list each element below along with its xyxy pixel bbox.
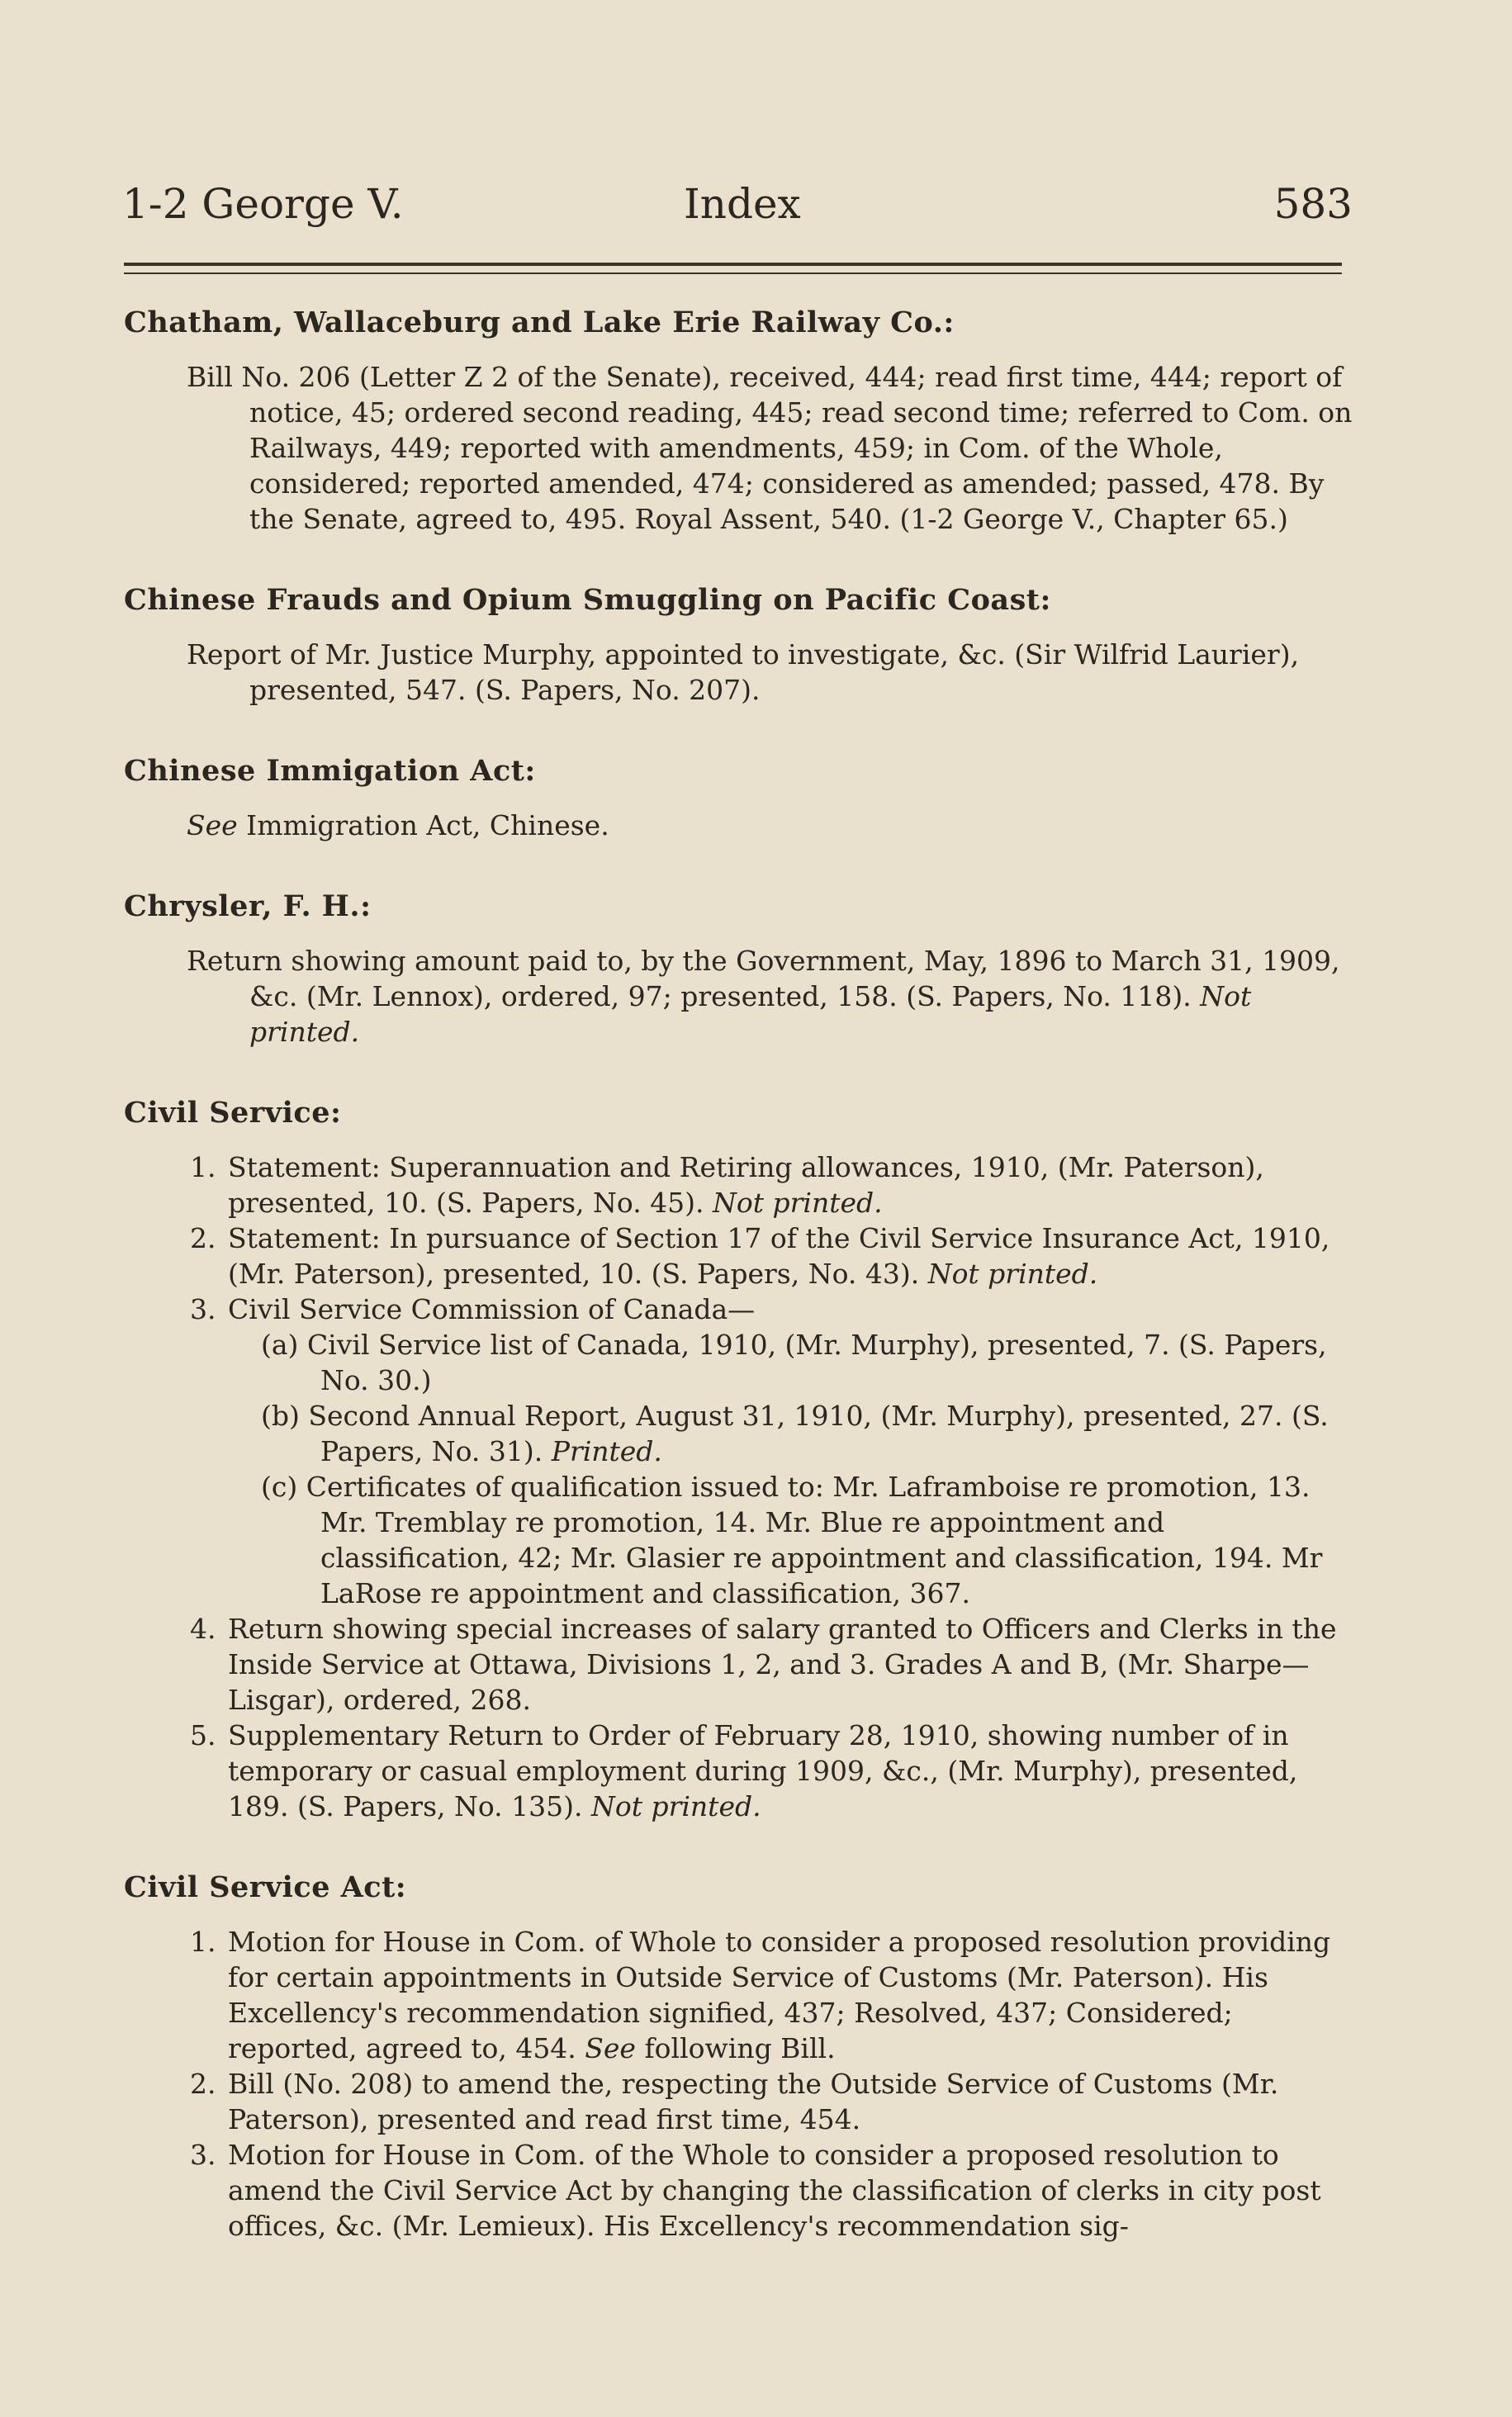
entry-heading: Chrysler, F. H.: bbox=[124, 889, 372, 923]
sub-item: (b) Second Annual Report, August 31, 1910, (Mr. Murphy), presented, 27. (S. Papers, No. 31). Printed. bbox=[261, 1400, 1329, 1467]
sub-item: (a) Civil Service list of Canada, 1910, (Mr. Murphy), presented, 7. (S. Papers, No. 30.) bbox=[261, 1329, 1327, 1396]
index-entry bbox=[124, 583, 1354, 708]
sub-list bbox=[228, 1327, 1354, 1611]
list-item: 4. Return showing special increases of salary granted to Officers and Clerks in the Inside Service at Ottawa, Divisions 1, 2, and 3. Grades A and B, (Mr. Sharpe—Lisgar), ordered, 268. bbox=[190, 1613, 1337, 1716]
header-rule-thick bbox=[124, 263, 1342, 266]
entry-heading: Civil Service Act: bbox=[124, 1870, 407, 1904]
header-regnal-year: 1-2 George V. bbox=[122, 180, 404, 228]
index-entry bbox=[124, 1870, 1354, 2244]
page-number: 583 bbox=[1273, 180, 1353, 228]
entry-heading: Civil Service: bbox=[124, 1096, 342, 1130]
index-content bbox=[124, 306, 1354, 2290]
index-entry bbox=[124, 754, 1354, 843]
header-title: Index bbox=[684, 180, 801, 228]
entry-list bbox=[190, 1924, 1354, 2244]
list-item: 5. Supplementary Return to Order of February 28, 1910, showing number of in temporary or casual employment during 1909, &c., (Mr. Murphy), presented, 189. (S. Papers, No. 135). Not printed. bbox=[190, 1719, 1298, 1822]
entry-heading: Chinese Frauds and Opium Smuggling on Pacific Coast: bbox=[124, 583, 1051, 617]
list-item: 3. Civil Service Commission of Canada— (a) Civil Service list of Canada, 1910, (Mr. Murphy), presented, 7. (S. Papers, No. 30.) (b) Second Annual Report, August 31, 1910, (Mr. Murphy), presented, 27. (S. Papers, No. 31). Printed. (c) Certificates of qualification issued to: Mr. Laframboise re promotion, 13. Mr. Tremblay re promotion, 14. Mr. Blue re appointment and classification, 42; Mr. Glasier re appointment and classification, 194. Mr LaRose re appointment and classification, 367. bbox=[190, 1291, 1354, 1611]
sub-item: (c) Certificates of qualification issued to: Mr. Laframboise re promotion, 13. Mr. Tremblay re promotion, 14. Mr. Blue re appointment and classification, 42; Mr. Glasier re appointment and classification, 194. Mr LaRose re appointment and classification, 367. bbox=[261, 1471, 1323, 1609]
entry-text: Bill No. 206 (Letter Z 2 of the Senate), received, 444; read first time, 444; report of notice, 45; ordered second reading, 445; read second time; referred to Com. on Railways, 449; reported with amendments, 459; in Com. of the Whole, considered; reported amended, 474; considered as amended; passed, 478. By the Senate, agreed to, 495. Royal Assent, 540. (1-2 George V., Chapter 65.) bbox=[187, 361, 1353, 535]
list-item: 3. Motion for House in Com. of the Whole to consider a proposed resolution to amend the Civil Service Act by changing the classification of clerks in city post offices, &c. (Mr. Lemieux). His Excellency's recommendation sig- bbox=[190, 2139, 1321, 2242]
list-item: 1. Motion for House in Com. of Whole to consider a proposed resolution providing for certain appointments in Outside Service of Customs (Mr. Paterson). His Excellency's recommendation signified, 437; Resolved, 437; Considered; reported, agreed to, 454. See following Bill. bbox=[190, 1926, 1331, 2064]
list-item: 1. Statement: Superannuation and Retiring allowances, 1910, (Mr. Paterson), presented, 10. (S. Papers, No. 45). Not printed. bbox=[190, 1151, 1264, 1219]
header-rule-thin bbox=[124, 273, 1342, 274]
entry-list bbox=[190, 1149, 1354, 1824]
entry-text: Report of Mr. Justice Murphy, appointed to investigate, &c. (Sir Wilfrid Laurier), presented, 547. (S. Papers, No. 207). bbox=[187, 638, 1300, 706]
list-item: 2. Bill (No. 208) to amend the, respecting the Outside Service of Customs (Mr. Paterson), presented and read first time, 454. bbox=[190, 2068, 1279, 2135]
running-header bbox=[122, 180, 1353, 238]
entry-text: See Immigration Act, Chinese. bbox=[187, 809, 609, 841]
index-entry bbox=[124, 1096, 1354, 1824]
entry-heading: Chatham, Wallaceburg and Lake Erie Railway Co.: bbox=[124, 306, 955, 339]
entry-text: Return showing amount paid to, by the Government, May, 1896 to March 31, 1909, &c. (Mr. Lennox), ordered, 97; presented, 158. (S. Papers, No. 118). Not printed. bbox=[187, 945, 1340, 1048]
index-entry bbox=[124, 889, 1354, 1050]
list-item: 2. Statement: In pursuance of Section 17 of the Civil Service Insurance Act, 1910, (Mr. Paterson), presented, 10. (S. Papers, No. 43). Not printed. bbox=[190, 1222, 1330, 1290]
entry-heading: Chinese Immigation Act: bbox=[124, 754, 536, 788]
index-entry bbox=[124, 306, 1354, 537]
